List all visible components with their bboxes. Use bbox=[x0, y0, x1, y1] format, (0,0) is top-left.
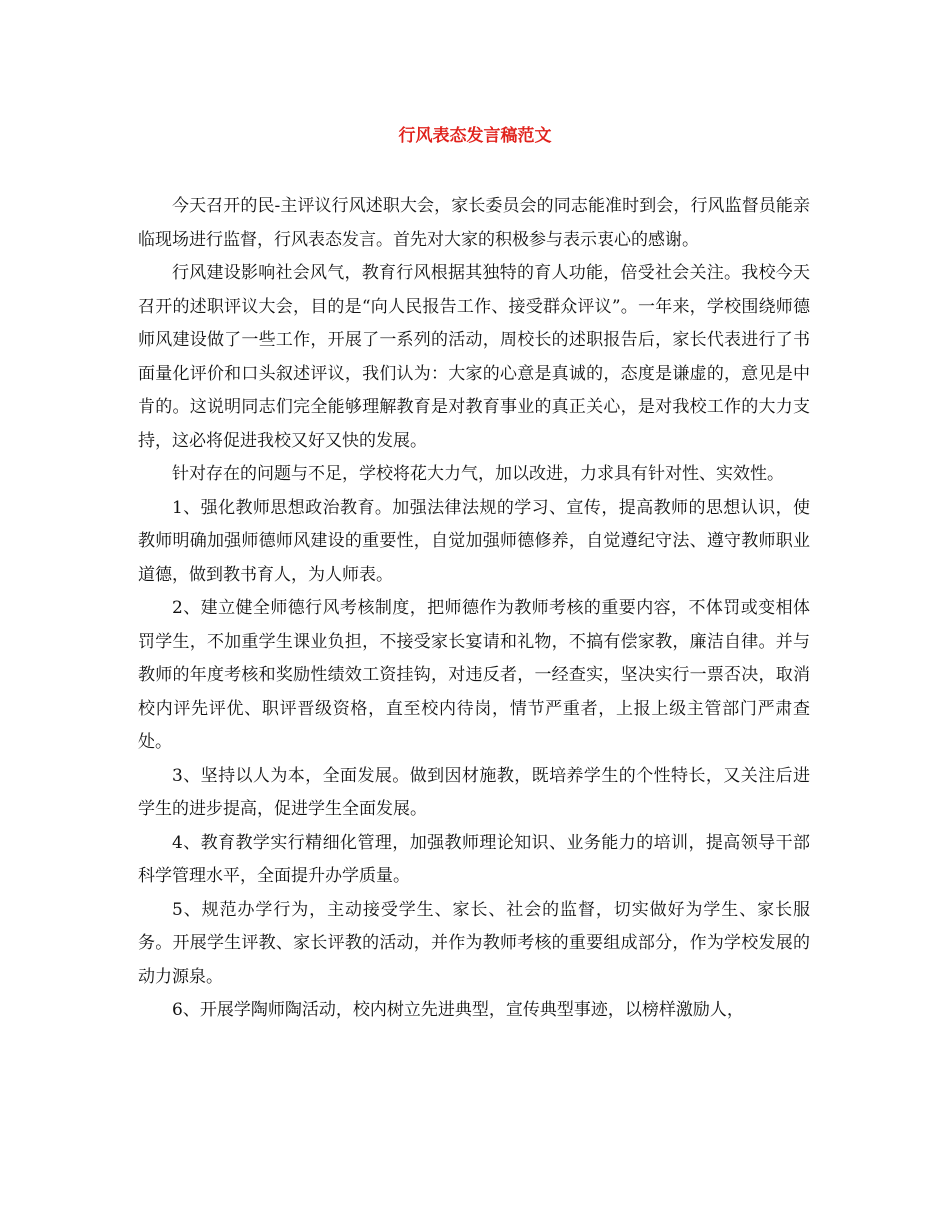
document-body bbox=[138, 190, 810, 1028]
paragraph-item-2: 2、建立健全师德行风考核制度，把师德作为教师考核的重要内容，不体罚或变相体罚学生，不加重学生课业负担，不接受家长宴请和礼物，不搞有偿家教，廉洁自律。并与教师的年度考核和奖励性绩效工资挂钩，对违反者，一经查实，坚决实行一票否决，取消校内评先评优、职评晋级资格，直至校内待岗，情节严重者，上报上级主管部门严肃查处。 bbox=[138, 598, 810, 752]
paragraph-item-6: 6、开展学陶师陶活动，校内树立先进典型，宣传典型事迹，以榜样激励人， bbox=[172, 1000, 744, 1020]
paragraph-background: 行风建设影响社会风气，教育行风根据其独特的育人功能，倍受社会关注。我校今天召开的述职评议大会，目的是“向人民报告工作、接受群众评议”。一年来，学校围绕师德师风建设做了一些工作，开展了一系列的活动，周校长的述职报告后，家长代表进行了书面量化评价和口头叙述评议，我们认为：大家的心意是真诚的，态度是谦虚的，意见是中肯的。这说明同志们完全能够理解教育是对教育事业的真正关心，是对我校工作的大力支持，这必将促进我校又好又快的发展。 bbox=[138, 263, 810, 451]
paragraph-opening: 今天召开的民-主评议行风述职大会，家长委员会的同志能准时到会，行风监督员能亲临现场进行监督，行风表态发言。首先对大家的积极参与表示衷心的感谢。 bbox=[138, 196, 810, 250]
paragraph-item-5: 5、规范办学行为，主动接受学生、家长、社会的监督，切实做好为学生、家长服务。开展学生评教、家长评教的活动，并作为教师考核的重要组成部分，作为学校发展的动力源泉。 bbox=[138, 899, 810, 987]
paragraph-improvement-intro: 针对存在的问题与不足，学校将花大力气，加以改进，力求具有针对性、实效性。 bbox=[172, 464, 784, 484]
document-title: 行风表态发言稿范文 bbox=[398, 126, 552, 146]
paragraph-item-1: 1、强化教师思想政治教育。加强法律法规的学习、宣传，提高教师的思想认识，使教师明确加强师德师风建设的重要性，自觉加强师德修养，自觉遵纪守法、遵守教师职业道德，做到教书育人，为人师表。 bbox=[138, 497, 810, 585]
paragraph-item-4: 4、教育教学实行精细化管理，加强教师理论知识、业务能力的培训，提高领导干部科学管理水平，全面提升办学质量。 bbox=[138, 832, 810, 886]
paragraph-item-3: 3、坚持以人为本，全面发展。做到因材施教，既培养学生的个性特长，又关注后进学生的进步提高，促进学生全面发展。 bbox=[138, 765, 810, 819]
